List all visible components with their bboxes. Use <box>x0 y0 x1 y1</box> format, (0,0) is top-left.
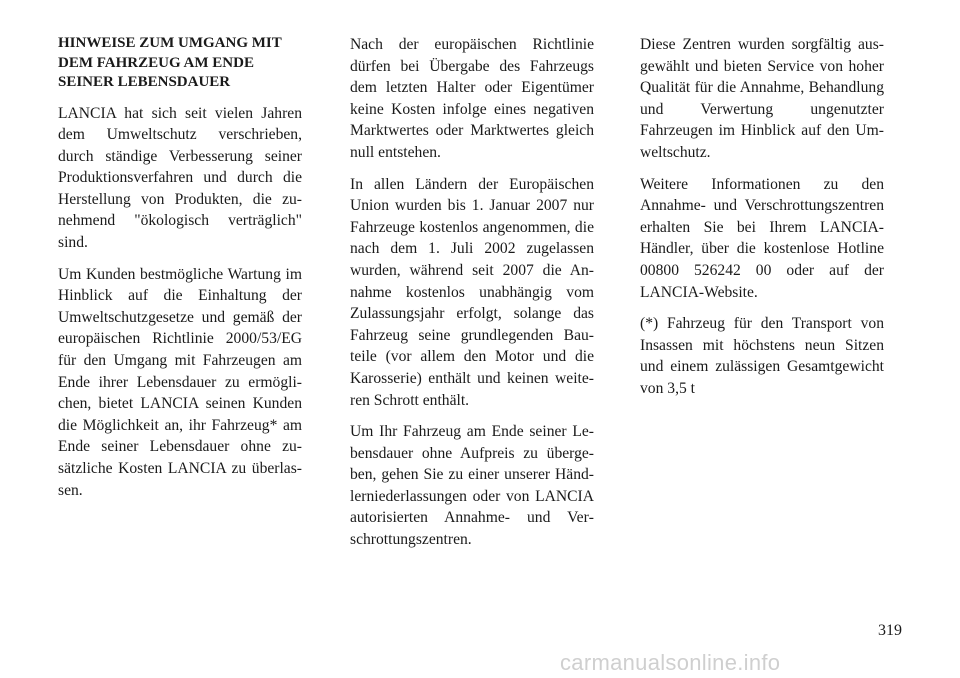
paragraph-handover: Um Ihr Fahrzeug am Ende seiner Lebensdauer ohne Aufpreis zu übergeben, gehen Sie zu einer unserer Händlerniederlassungen oder von LANCIA autorisierten Annahme- und Verschrottungszentren. <box>350 423 594 549</box>
section-heading <box>58 34 302 93</box>
heading-line-2: DEM FAHRZEUG AM ENDE <box>58 54 254 71</box>
paragraph-directive: Nach der europäischen Richtlinie dürfen bei Übergabe des Fahrzeugs dem letzten Halter oder Eigentümer keine Kosten infolge eines negativen Marktwertes oder Marktwertes gleich null entstehen. <box>350 36 594 161</box>
watermark: carmanualsonline.info <box>560 650 781 675</box>
paragraph-offer: Um Kunden bestmögliche Wartung im Hinblick auf die Einhaltung der Umweltschutzgesetze und gemäß der europäischen Richtlinie 2000/53/EG für den Umgang mit Fahrzeugen am Ende ihrer Lebensdauer zu ermöglichen, bietet LANCIA seinen Kunden die Möglichkeit an, ihr Fahrzeug* am Ende seiner Lebensdauer ohne zusätzliche Kosten LANCIA zu überlassen. <box>58 265 302 499</box>
paragraph-intro: LANCIA hat sich seit vielen Jahren dem Umweltschutz verschrieben, durch ständige Verbesserung seiner Produktionsverfahren und durch die Herstellung von Produkten, die zunehmend "ökologisch verträglich" sind. <box>58 104 302 252</box>
paragraph-centers: Diese Zentren wurden sorgfältig ausgewählt und bieten Service von hoher Qualität für die Annahme, Behandlung und Verwertung ungenutzter Fahrzeugen im Hinblick auf den Umweltschutz. <box>640 36 884 161</box>
page-number: 319 <box>878 622 902 639</box>
column-2 <box>350 34 594 561</box>
heading-line-3: SEINER LEBENSDAUER <box>58 74 231 90</box>
heading-line-1: HINWEISE ZUM UMGANG MIT <box>58 35 282 51</box>
column-1 <box>58 34 302 511</box>
paragraph-footnote: (*) Fahrzeug für den Transport von Insassen mit höchstens neun Sitzen und einem zulässigen Gesamtgewicht von 3,5 t <box>640 315 884 397</box>
column-3 <box>640 34 884 410</box>
paragraph-eu-countries: In allen Ländern der Europäischen Union wurden bis 1. Januar 2007 nur Fahrzeuge kostenlos angenommen, die nach dem 1. Juli 2002 zugelassen wurden, während seit 2007 die Annahme kostenlos unabhängig vom Zulassungsjahr erfolgt, solange das Fahrzeug seine grundlegenden Bauteile (vor allem den Motor und die Karosserie) enthält und keinen weiteren Schrott enthält. <box>350 175 594 409</box>
paragraph-more-info: Weitere Informationen zu den Annahme- und Verschrottungszentren erhalten Sie bei Ihrem LANCIA-Händler, über die kostenlose Hotline 00800 526242 00 oder auf der LANCIA-Website. <box>640 175 884 301</box>
